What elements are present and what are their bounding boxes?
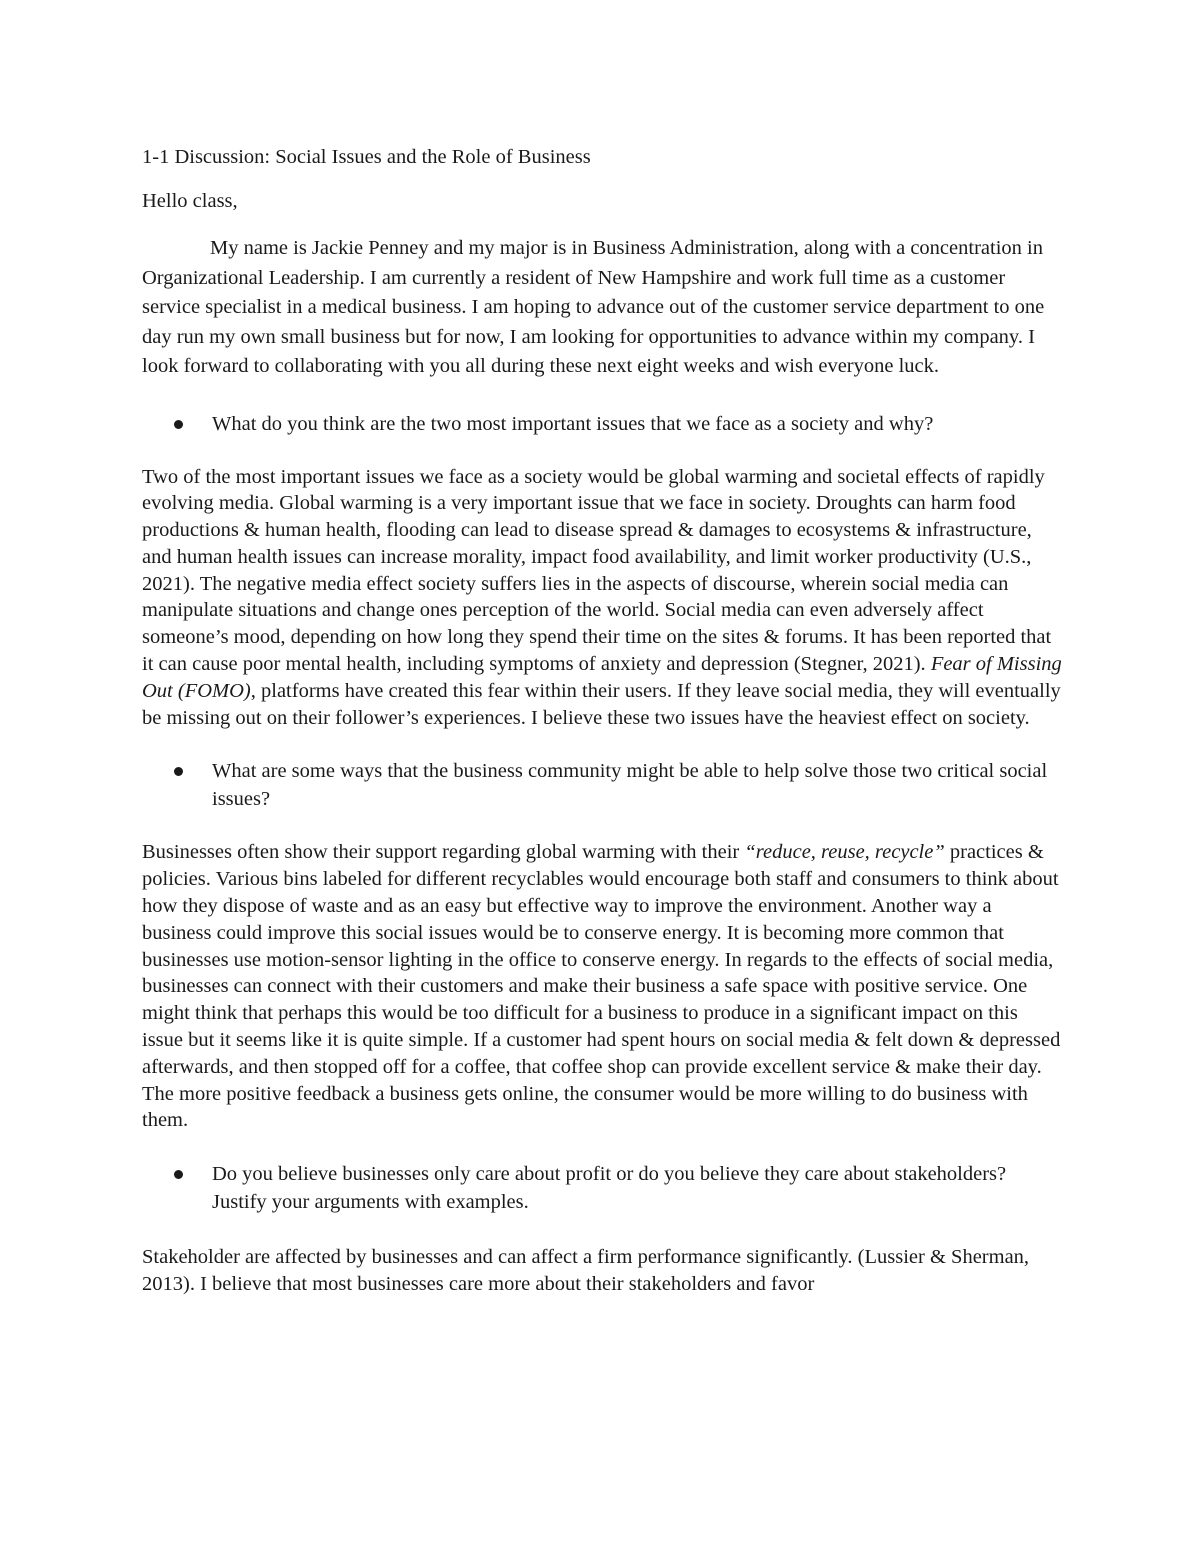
document-title: 1-1 Discussion: Social Issues and the Role of Business — [142, 146, 591, 168]
question-2 — [142, 757, 1062, 813]
answer-2-text-b: practices & policies. Various bins labeled for different recyclables would encourage both staff and consumers to think about how they dispose of waste and as an easy but effective way to improve the environment. Another way a business could improve this social issues would be to conserve energy. It is becoming more common that businesses use motion-sensor lighting in the office to conserve energy. In regards to the effects of social media, businesses can connect with their customers and make their business a safe space with positive service. One might think that perhaps this would be too difficult for a business to produce in a significant impact on this issue but it seems like it is quite simple. If a customer had spent hours on social media & felt down & depressed afterwards, and then stopped off for a coffee, that coffee shop can provide excellent service & make their day. The more positive feedback a business gets online, the consumer would be more willing to do business with them. — [142, 841, 1061, 1132]
answer-1-paragraph — [142, 464, 1062, 732]
question-3 — [142, 1160, 1062, 1216]
answer-2-paragraph — [142, 839, 1062, 1134]
intro-paragraph: My name is Jackie Penney and my major is in Business Administration, along with a concentration in Organizational Leadership. I am currently a resident of New Hampshire and work full time as a customer service specialist in a medical business. I am hoping to advance out of the customer service department to one day run my own small business but for now, I am looking for opportunities to advance within my company. I look forward to collaborating with you all during these next eight weeks and wish everyone luck. — [142, 237, 1045, 377]
question-1-text: What do you think are the two most important issues that we face as a society and why? — [212, 412, 934, 435]
question-3-text: Do you believe businesses only care about profit or do you believe they care about stakeholders? Justify your arguments with examples. — [212, 1163, 1007, 1214]
answer-2-text-a: Businesses often show their support regarding global warming with their — [142, 841, 745, 864]
bullet-icon — [142, 757, 212, 785]
question-1 — [142, 410, 1062, 438]
answer-1-italic: Fear of Missing Out (FOMO) — [142, 653, 1062, 702]
answer-1-text-b: , platforms have created this fear within their users. If they leave social media, they will eventually be missing out on their follower’s experiences. I believe these two issues have the heaviest effect on society. — [142, 679, 1061, 729]
question-2-text: What are some ways that the business community might be able to help solve those two critical social issues? — [212, 760, 1048, 811]
document-page — [142, 140, 1062, 1298]
answer-1-text-a: Two of the most important issues we face as a society would be global warming and societal effects of rapidly evolving media. Global warming is a very important issue that we face in society. Droughts can harm food productions & human health, flooding can lead to disease spread & damages to ecosystems & infrastructure, and human health issues can increase morality, impact food availability, and limit worker productivity (U.S., 2021). The negative media effect society suffers lies in the aspects of discourse, wherein social media can manipulate situations and change ones perception of the world. Social media can even adversely affect someone’s mood, depending on how long they spend their time on the sites & forums. It has been reported that it can cause poor mental health, including symptoms of anxiety and depression (Stegner, 2021). — [142, 465, 1052, 676]
greeting: Hello class, — [142, 190, 238, 212]
answer-3-paragraph: Stakeholder are affected by businesses and can affect a firm performance significantly. (Lussier & Sherman, 2013). I believe that most businesses care more about their stakeholders and favor — [142, 1246, 1030, 1296]
bullet-icon — [142, 410, 212, 438]
answer-2-italic: “reduce, reuse, recycle” — [744, 841, 945, 864]
bullet-icon — [142, 1160, 212, 1188]
